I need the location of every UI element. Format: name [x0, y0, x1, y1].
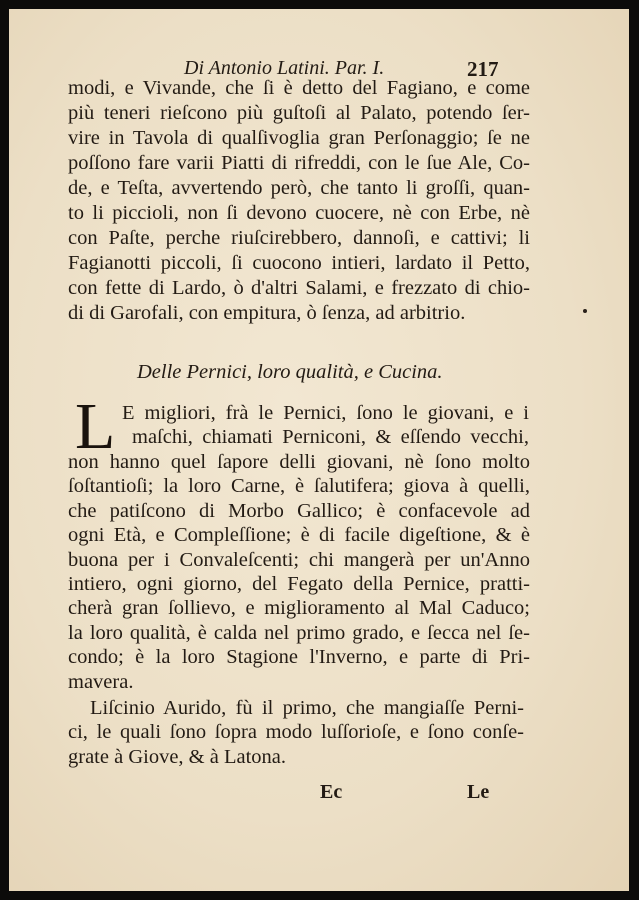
- section-title: Delle Pernici, loro qualità, e Cucina.: [137, 361, 443, 383]
- text-line: de, e Teſta, avvertendo però, che tanto li groſſi, quan-: [68, 177, 530, 199]
- text-line: grate à Giove, & à Latona.: [68, 746, 287, 768]
- text-line: ci, le quali ſono ſopra modo luſſorioſe, e ſono conſe-: [68, 721, 524, 743]
- text-line: ſoſtantioſi; la loro Carne, è ſalutifera; giova à quelli,: [68, 475, 530, 498]
- text-line: Liſcinio Aurido, fù il primo, che mangiaſſe Perni-: [90, 697, 524, 719]
- catchword: Le: [467, 781, 490, 803]
- text-line: ogni Età, e Compleſſione; è di facile digeſtione, & è: [68, 524, 530, 547]
- text-line: buona per i Convaleſcenti; chi mangerà per un'Anno: [68, 548, 530, 571]
- text-line: con Paſte, perche riuſcirebbero, dannoſi, e cattivi; li: [68, 227, 530, 249]
- book-page: [9, 9, 629, 891]
- text-line: condo; è la loro Stagione l'Inverno, e parte di Pri-: [68, 646, 530, 669]
- text-line: modi, e Vivande, che ſi è detto del Fagiano, e come: [68, 77, 530, 99]
- text-line: intiero, ogni giorno, del Fegato della Pernice, pratti-: [68, 573, 530, 595]
- text-line: to li piccioli, non ſi devono cuocere, nè con Erbe, nè: [68, 202, 530, 224]
- text-line: mavera.: [68, 670, 134, 693]
- text-line: vire in Tavola di qualſivoglia gran Perſonaggio; ſe ne: [68, 127, 530, 149]
- text-line: cherà gran ſollievo, e miglioramento al Mal Caduco;: [68, 597, 530, 620]
- text-line: maſchi, chiamati Perniconi, & eſſendo vecchi,: [132, 426, 529, 448]
- text-line: la loro qualità, è calda nel primo grado, e ſecca nel ſe-: [68, 621, 530, 644]
- text-line: poſſono fare varii Piatti di rifreddi, con le ſue Ale, Co-: [68, 152, 530, 174]
- text-line: non hanno quel ſapore delli giovani, nè ſono molto: [68, 451, 530, 473]
- text-line: che patiſcono di Morbo Gallico; è confacevole ad: [68, 499, 530, 522]
- catchword: Ec: [320, 781, 343, 803]
- text-line: con fette di Lardo, ò d'altri Salami, e frezzato di chio-: [68, 277, 530, 299]
- text-line: più teneri rieſcono più guſtoſi al Palato, potendo ſer-: [68, 102, 530, 124]
- drop-cap: L: [75, 390, 116, 463]
- running-title: Di Antonio Latini. Par. I.: [184, 57, 385, 79]
- text-line: E migliori, frà le Pernici, ſono le giovani, e i: [122, 402, 529, 424]
- text-line: Fagianotti piccoli, ſi cuocono intieri, lardato il Petto,: [68, 252, 530, 274]
- page-number: 217: [467, 57, 499, 81]
- ink-speck: [583, 309, 587, 313]
- text-line: di di Garofali, con empitura, ò ſenza, ad arbitrio.: [68, 302, 466, 324]
